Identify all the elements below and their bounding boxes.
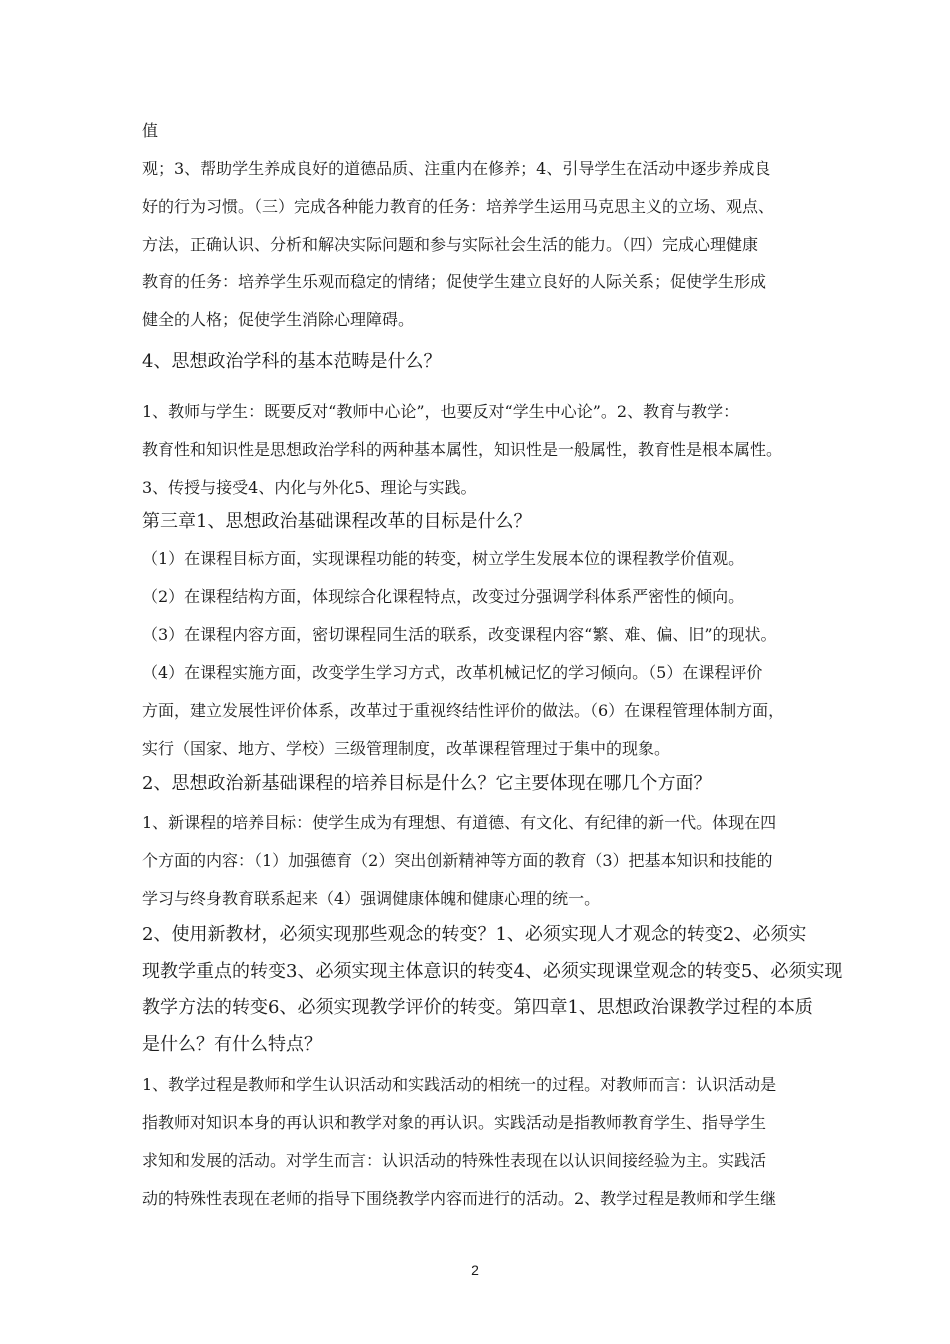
text-line: 个方面的内容：（1）加强德育（2）突出创新精神等方面的教育（3）把基本知识和技能的 [142,851,773,870]
text-line: 教学方法的转变6、必须实现教学评价的转变。第四章1、思想政治课教学过程的本质 [142,997,813,1018]
text-line: （1）在课程目标方面，实现课程功能的转变，树立学生发展本位的课程教学价值观。 [142,549,745,568]
section-heading: 4、思想政治学科的基本范畴是什么？ [142,351,442,372]
page-number: 2 [471,1262,479,1278]
text-line: 动的特殊性表现在老师的指导下围绕教学内容而进行的活动。2、教学过程是教师和学生继 [142,1189,777,1208]
text-line: （2）在课程结构方面，体现综合化课程特点，改变过分强调学科体系严密性的倾向。 [142,587,745,606]
text-line: 值 [142,121,159,140]
text-line: 方法，正确认识、分析和解决实际问题和参与实际社会生活的能力。（四）完成心理健康 [142,235,759,254]
text-line: 方面，建立发展性评价体系，改革过于重视终结性评价的做法。（6）在课程管理体制方面， [142,701,785,720]
text-line: 求知和发展的活动。对学生而言：认识活动的特殊性表现在以认识间接经验为主。实践活 [142,1151,767,1170]
text-line: 实行（国家、地方、学校）三级管理制度，改革课程管理过于集中的现象。 [142,739,671,758]
text-line: 是什么？有什么特点？ [142,1034,322,1055]
text-line: 教育的任务：培养学生乐观而稳定的情绪；促使学生建立良好的人际关系；促使学生形成 [142,272,767,291]
chapter-heading: 第三章1、思想政治基础课程改革的目标是什么？ [142,511,532,532]
text-line: 3、传授与接受4、内化与外化5、理论与实践。 [142,478,477,497]
text-line: 教育性和知识性是思想政治学科的两种基本属性，知识性是一般属性，教育性是根本属性。 [142,440,783,459]
text-line: 现教学重点的转变3、必须实现主体意识的转变4、必须实现课堂观念的转变5、必须实现 [142,961,843,982]
text-line: （4）在课程实施方面，改变学生学习方式，改革机械记忆的学习倾向。（5）在课程评价 [142,663,763,682]
text-line: 1、教学过程是教师和学生认识活动和实践活动的相统一的过程。对教师而言：认识活动是 [142,1075,777,1094]
text-line: （3）在课程内容方面，密切课程同生活的联系，改变课程内容“繁、难、偏、旧”的现状。 [142,625,777,644]
text-line: 指教师对知识本身的再认识和教学对象的再认识。实践活动是指教师教育学生、指导学生 [142,1113,767,1132]
text-line: 观；3、帮助学生养成良好的道德品质、注重内在修养；4、引导学生在活动中逐步养成良 [142,159,771,178]
text-line: 健全的人格；促使学生消除心理障碍。 [142,310,415,329]
text-line: 1、教师与学生：既要反对“教师中心论”，也要反对“学生中心论”。2、教育与教学： [142,402,740,421]
text-line: 1、新课程的培养目标：使学生成为有理想、有道德、有文化、有纪律的新一代。体现在四 [142,813,777,832]
text-line: 学习与终身教育联系起来（4）强调健康体魄和健康心理的统一。 [142,889,601,908]
section-heading: 2、思想政治新基础课程的培养目标是什么？它主要体现在哪几个方面？ [142,773,712,794]
text-line: 好的行为习惯。（三）完成各种能力教育的任务：培养学生运用马克思主义的立场、观点、 [142,197,775,216]
section-heading: 2、使用新教材，必须实现那些观念的转变？1、必须实现人才观念的转变2、必须实 [142,924,807,945]
